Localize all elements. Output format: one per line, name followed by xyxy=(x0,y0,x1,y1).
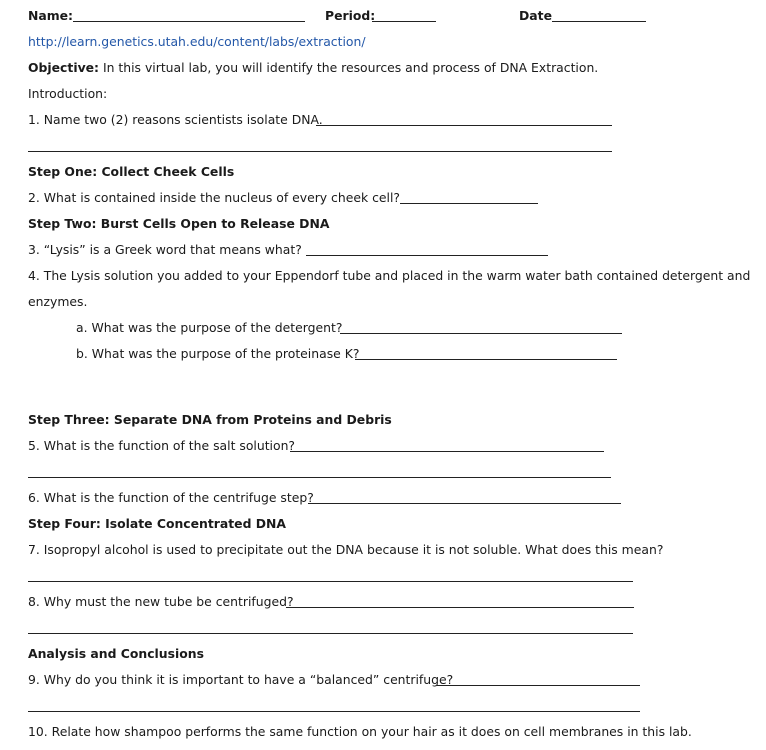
question-3: 3. “Lysis” is a Greek word that means what? xyxy=(28,242,302,257)
period-label: Period: xyxy=(325,8,376,23)
objective-text: In this virtual lab, you will identify the resources and process of DNA Extraction. xyxy=(99,60,599,75)
answer-3-blank[interactable] xyxy=(306,255,548,256)
name-blank[interactable] xyxy=(73,21,305,22)
question-10: 10. Relate how shampoo performs the same function on your hair as it does on cell membranes in this lab. xyxy=(28,724,692,739)
answer-2-blank[interactable] xyxy=(400,203,538,204)
answer-5-line-2[interactable] xyxy=(28,477,611,478)
date-blank[interactable] xyxy=(552,21,646,22)
answer-9-line-2[interactable] xyxy=(28,711,640,712)
date-label: Date xyxy=(519,8,552,23)
step-one-heading: Step One: Collect Cheek Cells xyxy=(28,164,235,179)
question-4-line-1: 4. The Lysis solution you added to your Eppendorf tube and placed in the warm water bath contained detergent and xyxy=(28,268,751,283)
question-8: 8. Why must the new tube be centrifuged? xyxy=(28,594,294,609)
answer-1-line-2[interactable] xyxy=(28,151,612,152)
question-7: 7. Isopropyl alcohol is used to precipitate out the DNA because it is not soluble. What does this mean? xyxy=(28,542,664,557)
answer-1-blank[interactable] xyxy=(316,125,612,126)
question-4-line-2: enzymes. xyxy=(28,294,88,309)
step-three-heading: Step Three: Separate DNA from Proteins and Debris xyxy=(28,412,392,427)
objective xyxy=(28,60,598,76)
question-5: 5. What is the function of the salt solution? xyxy=(28,438,296,453)
question-2: 2. What is contained inside the nucleus of every cheek cell? xyxy=(28,190,400,205)
objective-label: Objective: xyxy=(28,60,100,75)
question-1: 1. Name two (2) reasons scientists isolate DNA. xyxy=(28,112,323,127)
step-two-heading: Step Two: Burst Cells Open to Release DNA xyxy=(28,216,330,231)
answer-6-blank[interactable] xyxy=(308,503,621,504)
analysis-heading: Analysis and Conclusions xyxy=(28,646,204,661)
answer-8-blank[interactable] xyxy=(286,607,634,608)
period-blank[interactable] xyxy=(372,21,436,22)
answer-4a-blank[interactable] xyxy=(340,333,622,334)
introduction-heading: Introduction: xyxy=(28,86,108,101)
lab-url-link[interactable]: http://learn.genetics.utah.edu/content/labs/extraction/ xyxy=(28,34,366,49)
question-4b: b. What was the purpose of the proteinase K? xyxy=(76,346,360,361)
step-four-heading: Step Four: Isolate Concentrated DNA xyxy=(28,516,287,531)
answer-4b-blank[interactable] xyxy=(355,359,617,360)
name-label: Name: xyxy=(28,8,74,23)
question-6: 6. What is the function of the centrifuge step? xyxy=(28,490,314,505)
answer-8-line-2[interactable] xyxy=(28,633,633,634)
answer-9-blank[interactable] xyxy=(437,685,640,686)
question-4a: a. What was the purpose of the detergent? xyxy=(76,320,343,335)
question-9: 9. Why do you think it is important to have a “balanced” centrifuge? xyxy=(28,672,454,687)
answer-5-blank[interactable] xyxy=(290,451,604,452)
answer-7-line[interactable] xyxy=(28,581,633,582)
